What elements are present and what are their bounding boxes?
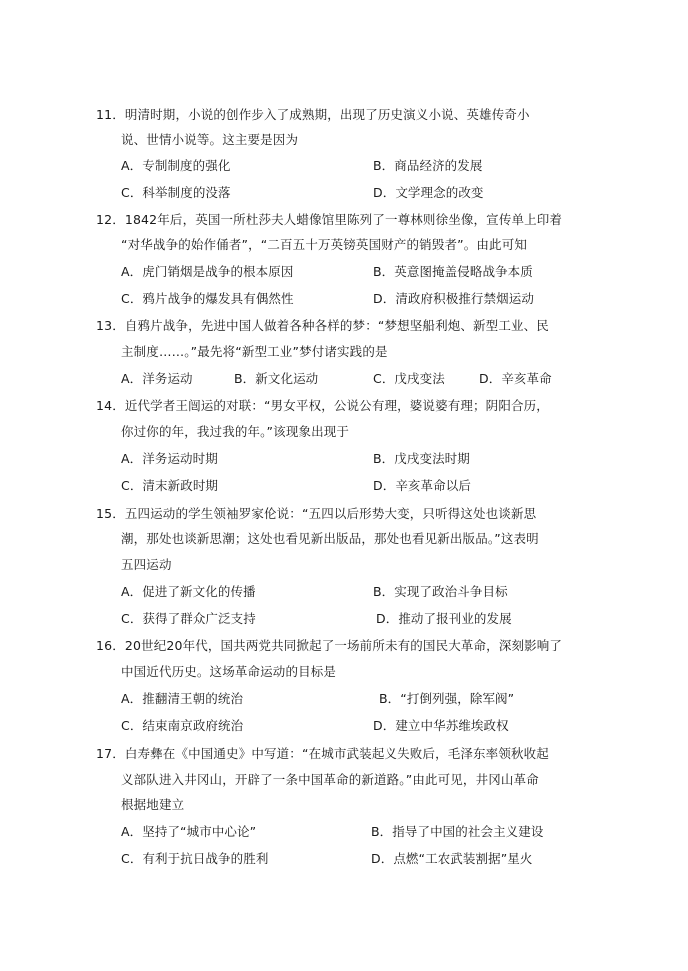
question-14-option-c: C．清末新政时期 <box>121 478 219 493</box>
question-12-line-1: 12．1842年后，英国一所杜莎夫人蜡像馆里陈列了一尊林则徐坐像，宣传单上印着 <box>96 212 563 227</box>
question-14-line-1: 14．近代学者王闿运的对联：“男女平权，公说公有理，婆说婆有理；阴阳合历， <box>96 398 549 413</box>
question-17-line-2: 义部队进入井冈山，开辟了一条中国革命的新道路。”由此可见，井冈山革命 <box>121 772 539 787</box>
question-11-option-a: A．专制制度的强化 <box>121 158 231 173</box>
question-16-option-b: B．“打倒列强，除军阀” <box>379 691 515 706</box>
question-11-option-b: B．商品经济的发展 <box>373 158 483 173</box>
question-13-line-2: 主制度……。”最先将“新型工业”梦付诸实践的是 <box>121 344 388 359</box>
question-15-option-b: B．实现了政治斗争目标 <box>373 584 508 599</box>
question-17-option-d: D．点燃“工农武装割据”星火 <box>371 851 533 866</box>
question-12-option-a: A．虎门销烟是战争的根本原因 <box>121 264 294 279</box>
question-15-option-d: D．推动了报刊业的发展 <box>376 611 512 626</box>
question-12-line-2: “对华战争的始作俑者”，“二百五十万英镑英国财产的销毁者”。由此可知 <box>121 237 528 252</box>
question-17-option-c: C．有利于抗日战争的胜利 <box>121 851 269 866</box>
question-13-line-1: 13．自鸦片战争，先进中国人做着各种各样的梦：“梦想坚船利炮、新型工业、民 <box>96 318 549 333</box>
question-15-option-c: C．获得了群众广泛支持 <box>121 611 256 626</box>
question-16-line-1: 16．20世纪20年代，国共两党共同掀起了一场前所未有的国民大革命，深刻影响了 <box>96 638 563 653</box>
question-13-option-a: A．洋务运动 <box>121 371 193 386</box>
question-11-option-d: D．文学理念的改变 <box>373 185 484 200</box>
question-12-option-d: D．清政府积极推行禁烟运动 <box>373 291 534 306</box>
question-12-option-c: C．鸦片战争的爆发具有偶然性 <box>121 291 294 306</box>
question-11-line-1: 11．明清时期，小说的创作步入了成熟期，出现了历史演义小说、英雄传奇小 <box>96 107 530 122</box>
question-12-option-b: B．英意图掩盖侵略战争本质 <box>373 264 533 279</box>
question-11-option-c: C．科举制度的没落 <box>121 185 231 200</box>
question-14-option-d: D．辛亥革命以后 <box>373 478 471 493</box>
question-16-option-a: A．推翻清王朝的统治 <box>121 691 244 706</box>
question-14-option-a: A．洋务运动时期 <box>121 451 218 466</box>
question-17-line-3: 根据地建立 <box>121 797 185 812</box>
question-13-option-c: C．戊戌变法 <box>373 371 445 386</box>
question-17-line-1: 17．白寿彝在《中国通史》中写道：“在城市武装起义失败后，毛泽东率领秋收起 <box>96 746 549 761</box>
question-16-option-c: C．结束南京政府统治 <box>121 718 244 733</box>
question-15-line-1: 15．五四运动的学生领袖罗家伦说：“五四以后形势大变，只听得这处也谈新思 <box>96 506 537 521</box>
question-14-option-b: B．戊戌变法时期 <box>373 451 470 466</box>
question-16-option-d: D．建立中华苏维埃政权 <box>373 718 509 733</box>
question-15-option-a: A．促进了新文化的传播 <box>121 584 256 599</box>
question-15-line-3: 五四运动 <box>121 557 172 572</box>
question-11-line-2: 说、世情小说等。这主要是因为 <box>121 132 299 147</box>
question-16-line-2: 中国近代历史。这场革命运动的目标是 <box>121 664 337 679</box>
question-13-option-b: B．新文化运动 <box>234 371 319 386</box>
question-13-option-d: D．辛亥革命 <box>479 371 552 386</box>
question-17-option-b: B．指导了中国的社会主义建设 <box>371 824 544 839</box>
question-14-line-2: 你过你的年，我过我的年。”该现象出现于 <box>121 424 350 439</box>
question-15-line-2: 潮，那处也谈新思潮；这处也看见新出版品，那处也看见新出版品。”这表明 <box>121 531 539 546</box>
question-17-option-a: A．坚持了“城市中心论” <box>121 824 257 839</box>
